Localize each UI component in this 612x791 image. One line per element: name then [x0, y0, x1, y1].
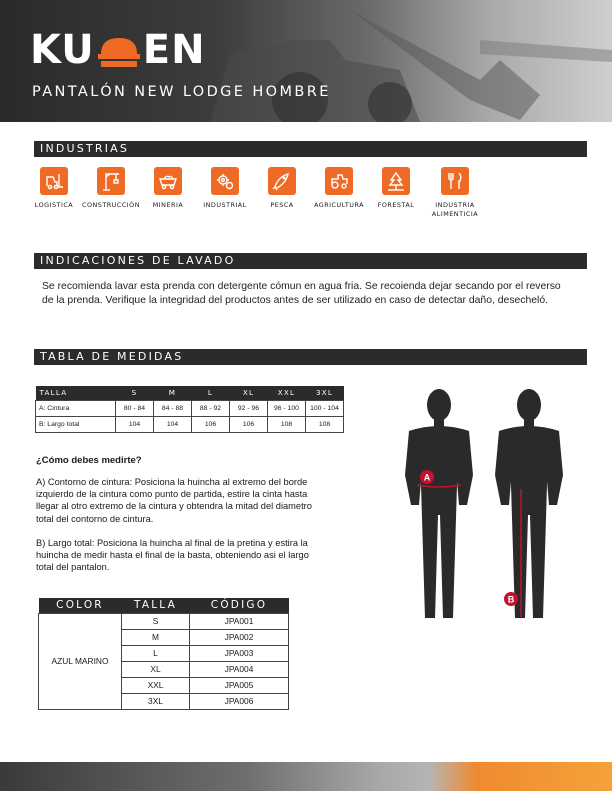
svg-text:A: A	[423, 472, 431, 483]
svg-text:B: B	[507, 594, 515, 605]
brand-logo: KU EN	[30, 27, 206, 73]
figure-back	[495, 389, 563, 618]
table-row: B: Largo total 104 104 106 106 108 108	[36, 416, 344, 432]
industry-item: LOGISTICA	[22, 167, 86, 210]
footer-band	[0, 762, 612, 791]
industry-item: AGRICULTURA	[307, 167, 371, 210]
how-to-measure-a: A) Contorno de cintura: Posiciona la huincha al extremo del borde izquierdo de la cintura como punto de partida, estire la cinta hasta llegar al otro extremo de la cintura y obtendra la mitad del diametro total del contorno de cintura.	[36, 477, 312, 524]
industry-item: CONSTRUCCIÓN	[79, 167, 143, 210]
industry-item: INDUSTRIA ALIMENTICIA	[423, 167, 487, 219]
washing-instructions: Se recomienda lavar esta prenda con detergente cómun en agua fria. Se recoienda dejar secando por el reverso de la prenda. Verifique la integridad del productos antes de ser utilizado en caso de detectar daño, desecheló.	[42, 281, 561, 306]
table-row: 3XL JPA006	[39, 693, 289, 709]
tree-icon	[382, 167, 410, 195]
table-row: A: Cintura 80 - 84 84 - 88 88 - 92 92 - 96 96 - 100 100 - 104	[36, 400, 344, 416]
hardhat-m-icon	[97, 32, 141, 68]
table-row: AZUL MARINO S JPA001	[39, 613, 289, 629]
section-bar-sizes: TABLA DE MEDIDAS	[34, 349, 587, 365]
section-bar-washing: INDICACIONES DE LAVADO	[34, 253, 587, 269]
industry-item: PESCA	[250, 167, 314, 210]
fish-icon	[268, 167, 296, 195]
code-table	[38, 598, 289, 710]
table-row: L JPA003	[39, 645, 289, 661]
how-to-measure-heading: ¿Cómo debes medirte?	[36, 455, 142, 466]
mine-cart-icon	[154, 167, 182, 195]
page-title: PANTALÓN NEW LODGE HOMBRE	[32, 84, 331, 100]
industry-item: INDUSTRIAL	[193, 167, 257, 210]
header-banner	[0, 0, 612, 122]
table-row: XXL JPA005	[39, 677, 289, 693]
industry-item: FORESTAL	[364, 167, 428, 210]
code-table-header: COLOR TALLA CÓDIGO	[39, 598, 289, 613]
cutlery-icon	[441, 167, 469, 195]
gears-icon	[211, 167, 239, 195]
industry-item: MINERIA	[136, 167, 200, 210]
size-table-header: TALLA S M L XL XXL 3XL	[36, 386, 344, 400]
figure-front	[405, 389, 473, 618]
section-bar-industries: INDUSTRIAS	[34, 141, 587, 157]
table-row: XL JPA004	[39, 661, 289, 677]
body-figures	[395, 385, 575, 625]
crane-icon	[97, 167, 125, 195]
how-to-measure-b: B) Largo total: Posiciona la huincha al final de la pretina y estira la huincha de medir hasta el final de la basta, obteniendo asi el largo total del pantalon.	[36, 538, 309, 573]
tractor-icon	[325, 167, 353, 195]
table-row: M JPA002	[39, 629, 289, 645]
forklift-icon	[40, 167, 68, 195]
size-table	[35, 386, 344, 433]
